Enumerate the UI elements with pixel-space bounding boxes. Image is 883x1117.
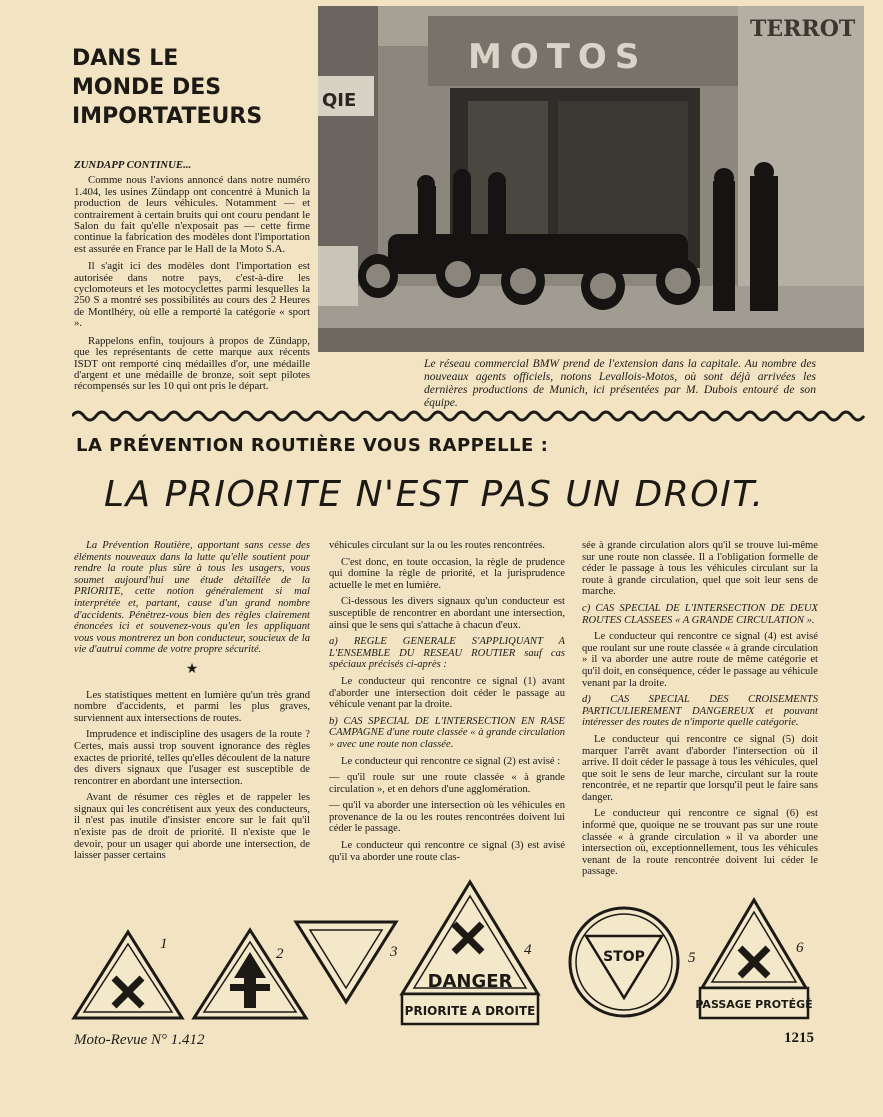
road-signs-row [60,870,840,1030]
rule-heading-c: c) CAS SPECIAL DE L'INTERSECTION DE DEUX ROUTES CLASSEES « A GRANDE CIRCULATION ». [582,602,818,626]
photo-illustration [318,6,864,352]
rule-paragraph-b: — qu'il roule sur une route classée « à grande circulation », et en dehors d'une agglomération. [329,772,565,795]
shop-sign-left: QIE [322,90,357,111]
zundapp-paragraph: Il s'agit ici des modèles dont l'importation est autorisée dans notre pays, c'est-à-dire les cyclomoteurs et les motocyclettes parmi lesquelles la 250 S a montré ses possibilités au cours des 2 Heures de Montlhéry, où elle a remporté la catégorie « sport ». [74,260,310,330]
caption-text: Le réseau commercial BMW prend de l'extension dans la capitale. Au nombre des nouveaux agents officiels, notons Levallois-Motos, où sont déjà arrivées les dernières productions de Munich, ici présentées par M. Dubois entouré de son équipe. [424,357,816,409]
shop-sign-terrot: TERROT [750,16,856,42]
article-paragraph: C'est donc, en toute occasion, la règle de prudence qui domine la règle de priorité, et la jurisprudence actuelle le met en lumière. [329,556,565,591]
article-column-2 [329,540,565,868]
rule-paragraph-b: — qu'il va aborder une intersection où les véhicules en provenance de la ou les routes rencontrées doivent lui céder le passage. [329,800,565,835]
rule-heading-b: b) CAS SPECIAL DE L'INTERSECTION EN RASE CAMPAGNE d'une route classée « à grande circulation » avec une route non classée. [329,715,565,750]
section-title-line: IMPORTATEURS [72,104,263,129]
bmw-dealer-photo [318,6,864,352]
sign-danger-label: DANGER [427,971,513,992]
sign-number: 6 [796,940,804,956]
shop-sign-motos: MOTOS [468,37,648,77]
sign-3-give-way-icon [296,922,396,1002]
article-kicker: LA PRÉVENTION ROUTIÈRE VOUS RAPPELLE : [76,435,549,456]
rule-heading-a: a) REGLE GENERALE S'APPLIQUANT A L'ENSEMBLE DU RESEAU ROUTIER sauf cas spéciaux précisés ci-après : [329,636,565,671]
star-separator: ★ [185,661,199,677]
article-paragraph: véhicules circulant sur la ou les routes rencontrées. [329,540,545,551]
article-column-1 [74,540,310,867]
sign-number: 1 [160,936,168,952]
zundapp-rubric: ZUNDAPP CONTINUE... [74,159,192,171]
sign-number: 3 [390,944,398,960]
rule-paragraph-b: Le conducteur qui rencontre ce signal (2) est avisé : [341,755,561,767]
zundapp-paragraph: Comme nous l'avions annoncé dans notre numéro 1.404, les usines Zündapp ont concentré à Munich la production de leurs véhicules. Notamment — et contrairement à certain bruits qui ont couru pendant le Salon du fait qu'elle n'exposait pas — cette firme continue la fabrication des modèles dont l'importation est assurée en France par le Hall de la Moto S.A. [74,174,310,255]
zundapp-paragraph: Rappelons enfin, toujours à propos de Zündapp, que les représentants de cette marque aux récents ISDT ont remporté cinq médailles d'or, une médaille d'argent et une médaille de bronze, soit sept pilotes récompensés sur les 10 qui ont pris le départ. [74,334,310,393]
rule-paragraph-b: Le conducteur qui rencontre ce signal (3) est avisé qu'il va aborder une route clas- [329,840,565,863]
article-paragraph: Les statistiques mettent en lumière qu'un très grand nombre d'accidents, et parmi les plus graves, surviennent aux intersections de routes. [74,689,310,724]
article-intro: La Prévention Routière, apportant sans cesse des éléments nouveaux dans la lutte qu'elle soutient pour rendre la route plus sûre à tous les usagers, vous soumet aujourd'hui une étude détaillée de la PRIORITE, cette notion généralement si mal interprétée et, partant, cause d'un grand nombre d'accidents. Pénétrez-vous bien des règles clairement énoncées ici et souvenez-vous qu'en les appliquant vous vous montrerez un bon conducteur, soucieux de la vie d'autrui comme de votre propre sécurité. [74,540,310,656]
sign-number: 5 [688,950,696,966]
sign-4-danger-icon [402,882,538,1024]
article-headline: LA PRIORITE N'EST PAS UN DROIT. [104,474,765,515]
article-column-3 [582,540,818,883]
article-paragraph: sée à grande circulation alors qu'il se trouve lui-même sur une route non classée. Il a l'obligation formelle de céder le passage à tous les véhicules circulant sur la route à grande circulation, quel que soit leur sens de marche. [582,540,818,598]
sign-stop-label: STOP [603,949,645,965]
article-paragraph: Avant de résumer ces règles et de rappeler les signaux qui les concrétisent aux yeux des conducteurs, il n'est pas inutile d'insister encore sur le fait qu'il n'existe pas de droit de priorité. Il n'existe que le devoir, pour un usager qui aborde une intersection, de laisser passer certains [74,792,310,862]
photo-caption [424,357,816,409]
page-number: 1215 [784,1030,814,1046]
rule-paragraph-a: Le conducteur qui rencontre ce signal (1) avant d'aborder une intersection doit céder le passage au véhicule venant par la droite. [329,675,565,711]
article-paragraph: Imprudence et indiscipline des usagers de la route ? Certes, mais aussi trop souvent ignorance des règles exactes de priorité, telles qu'elles découlent de la nature des divers signaux que l'usager est susceptible de rencontrer en abordant une intersection. [74,729,310,787]
section-title-line: MONDE DES [72,75,222,100]
section-title-line: DANS LE [72,46,179,71]
sign-2-main-road-icon [194,930,306,1018]
sign-passage-label: PASSAGE PROTÉGÉ [695,998,813,1011]
sign-priorite-label: PRIORITE A DROITE [404,1004,536,1018]
section-title [72,44,322,131]
rule-paragraph-d: Le conducteur qui rencontre ce signal (5) doit marquer l'arrêt avant d'aborder l'intersection où il arrive. Il doit céder le passage à tous les véhicules, quel que soit le sens de leur marche, circulant sur la route rencontrée, et ne repartir que lorsqu'il peut le faire sans danger. [582,733,818,803]
magazine-issue: Moto-Revue N° 1.412 [74,1032,205,1048]
wavy-divider [72,408,867,424]
zundapp-article [74,160,310,399]
rule-heading-d: d) CAS SPECIAL DES CROISEMENTS PARTICULIEREMENT DANGEREUX et pouvant intéresser des routes de n'importe quelle catégorie. [582,694,818,729]
sign-number: 2 [276,946,284,962]
rule-paragraph-d: Le conducteur qui rencontre ce signal (6) est informé que, quoique ne se trouvant pas sur une route classée « à grande circulation » il va aborder une intersection où, exceptionnellement, tous les véhicules venant de la route rencontrée doivent lui céder le passage. [582,808,818,878]
sign-number: 4 [524,942,532,958]
rule-paragraph-c: Le conducteur qui rencontre ce signal (4) est avisé que roulant sur une route classée « à grande circulation » il va aborder une autre route de même catégorie et qu'il doit, en conséquence, céder le passage au véhicule venant par la droite. [582,631,818,689]
article-paragraph: Ci-dessous les divers signaux qu'un conducteur est susceptible de rencontrer en abordant une intersection, ainsi que le sens qui s'attache à chacun d'eux. [329,596,565,631]
